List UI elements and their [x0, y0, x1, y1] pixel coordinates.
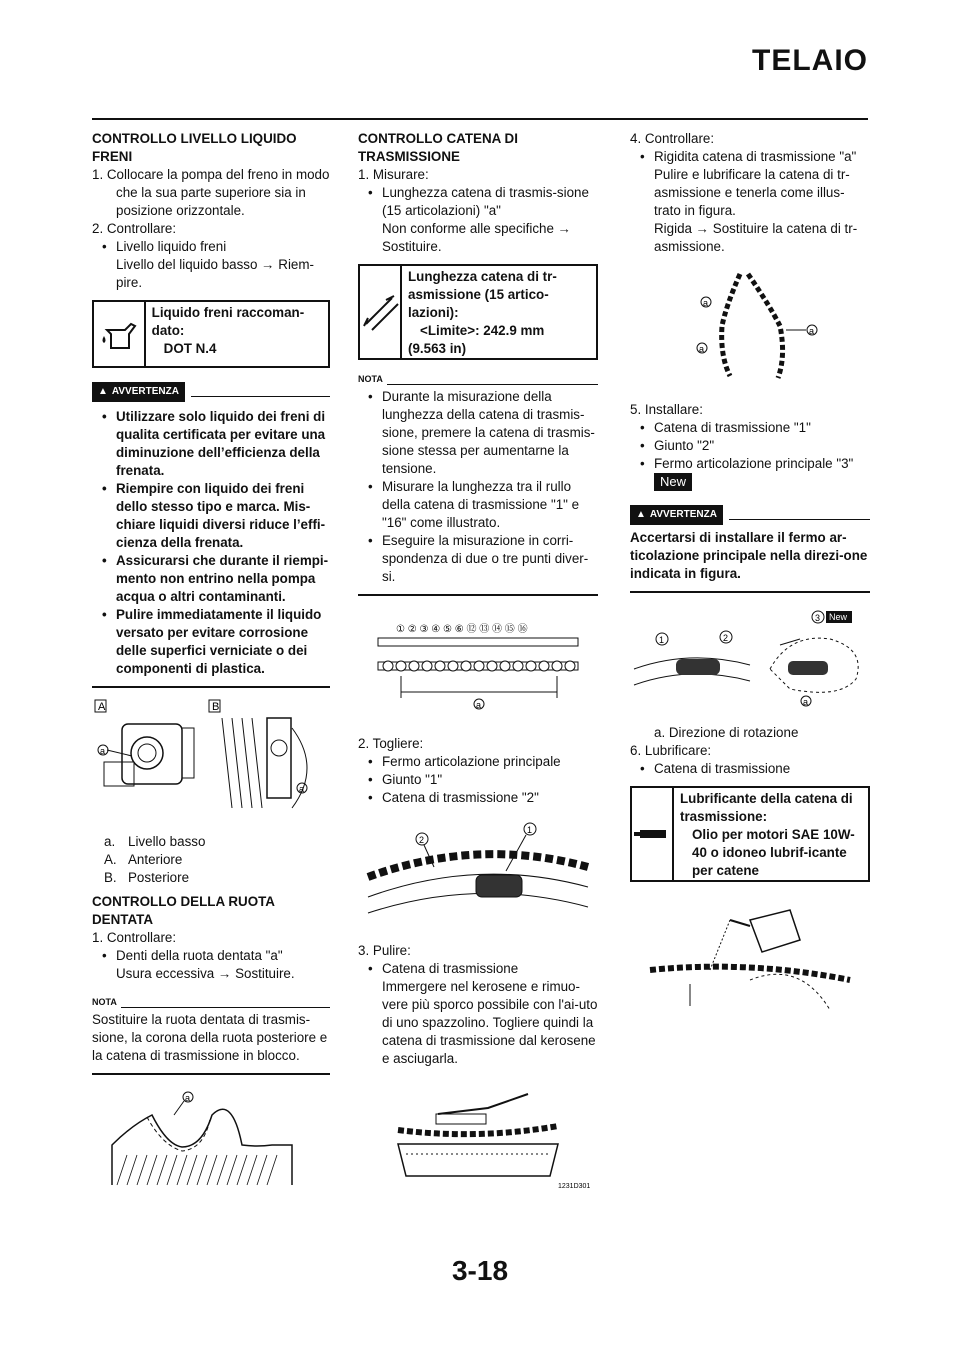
- bullet-text: Giunto "2": [654, 438, 715, 453]
- bullet-subtext: Pulire e lubrificare la catena di tr-asmissione e tenerla come illus-trato in figura.: [654, 167, 850, 218]
- oil-can-icon: [94, 302, 146, 366]
- header-rule: [92, 118, 868, 120]
- caliper-icon: [360, 266, 402, 358]
- svg-text:B: B: [212, 701, 220, 713]
- step-4: 4. Controllare:: [630, 131, 715, 146]
- bullet-item: • Catena di trasmissione "2": [368, 790, 539, 805]
- spec-label: Lunghezza catena di tr-asmissione (15 artico-lazioni):: [408, 269, 557, 320]
- bullet-item: • Giunto "2": [640, 438, 715, 453]
- spec-label: Lubrificante della catena di trasmissione:: [680, 791, 853, 824]
- figure-label-a-upper: A: [98, 701, 106, 713]
- column-3: [630, 130, 870, 1035]
- svg-text:2: 2: [723, 633, 729, 643]
- warning-text: Pulire immediatamente il liquido versato per evitare corrosione delle superfici verniciate o dei componenti di plastica.: [116, 607, 322, 676]
- step-3: 3. Pulire:: [358, 943, 411, 958]
- bullet-text: Livello liquido freni: [116, 239, 227, 254]
- svg-text:a: a: [100, 746, 106, 756]
- svg-text:1: 1: [527, 825, 533, 835]
- figure-chain-install: [630, 609, 870, 714]
- legend-value: Livello basso: [128, 834, 206, 849]
- warning-text: Accertarsi di installare il fermo ar-ticolazione principale nella direzi-one indicata in figura.: [630, 530, 868, 581]
- legend-key: a.: [104, 834, 116, 849]
- legend-item: [92, 833, 330, 851]
- bullet-item: • Fermo articolazione principale: [368, 754, 561, 769]
- legend-item: [92, 869, 330, 887]
- column-2: [358, 130, 598, 1209]
- svg-text:a: a: [803, 697, 809, 707]
- bullet-item: • Lunghezza catena di trasmis-sione (15 articolazioni) "a": [358, 184, 598, 220]
- note-label: NOTA: [358, 374, 383, 384]
- figure-sprocket-teeth: [92, 1085, 330, 1200]
- bullet-text: Rigidita catena di trasmissione "a": [654, 149, 857, 164]
- step-2: 2. Controllare:: [92, 221, 177, 236]
- figure-chain-stiffness: [630, 266, 870, 391]
- svg-text:2: 2: [419, 835, 425, 845]
- svg-text:a: a: [185, 1093, 191, 1103]
- bullet-subtext: Non conforme alle specifiche → Sostituire.: [382, 221, 572, 254]
- warning-text: Assicurarsi che durante il riempi-mento non entrino nella pompa acqua o altri contaminanti.: [116, 553, 329, 604]
- bullet-subtext: Immergere nel kerosene e rimuo-vere più sporco possibile con l'ai-uto di uno spazzolino. Togliere quindi la catena di trasmissione dal kerosene e asciugarla.: [382, 979, 598, 1066]
- step-1: 1. Collocare la pompa del freno in modo che la sua parte superiore sia in posizione orizzontale.: [92, 167, 330, 218]
- warning-text: Utilizzare solo liquido dei freni di qualita certificata per evitare una diminuzione dell’efficienza della frenata.: [116, 409, 326, 478]
- warning-label: AVVERTENZA: [111, 386, 179, 397]
- svg-text:a: a: [476, 700, 482, 710]
- page-title: TELAIO: [752, 44, 868, 77]
- spec-value-in: (9.563 in): [408, 341, 467, 356]
- legend-item: [92, 851, 330, 869]
- bullet-item: • Fermo articolazione principale "3": [640, 456, 854, 471]
- warning-badge: [92, 382, 185, 402]
- spec-box-chain-length: [358, 264, 598, 360]
- note-item: • Durante la misurazione della lunghezza della catena di trasmis-sione, premere la catena di trasmis-sione stessa per aumentarne la tensione.: [358, 388, 598, 478]
- section-title-chain: CONTROLLO CATENA DI TRASMISSIONE: [358, 131, 518, 164]
- figure-chain-lube: [630, 900, 870, 1025]
- warning-item: • Utilizzare solo liquido dei freni di qualita certificata per evitare una diminuzione dell’efficienza della frenata.: [92, 408, 330, 480]
- warning-icon: ▲: [636, 509, 646, 520]
- spec-value: DOT N.4: [163, 341, 217, 356]
- legend-value: Anteriore: [128, 852, 183, 867]
- svg-text:a: a: [699, 344, 705, 354]
- legend-key: A.: [104, 852, 117, 867]
- warning-header: [630, 505, 870, 525]
- bullet-text: Catena di trasmissione "2": [382, 790, 539, 805]
- bullet-subtext: Rigida → Sostituire la catena di tr-asmissione.: [654, 221, 858, 254]
- spec-limit: <Limite>: 242.9 mm: [420, 323, 545, 338]
- svg-text:① ② ③ ④ ⑤ ⑥ ⑫ ⑬ ⑭ ⑮ ⑯: ① ② ③ ④ ⑤ ⑥ ⑫ ⑬ ⑭ ⑮ ⑯: [396, 624, 528, 635]
- legend-key: B.: [104, 870, 117, 885]
- bullet-item: • Giunto "1": [368, 772, 443, 787]
- warning-label: AVVERTENZA: [649, 509, 717, 520]
- bullet-item: • Catena di trasmissione "1": [640, 420, 811, 435]
- bullet-subtext: Livello del liquido basso → Riem-pire.: [116, 257, 314, 290]
- figure-chain-remove: [358, 817, 598, 932]
- spec-label: Liquido freni raccoman-dato:: [151, 305, 305, 338]
- section-title-brake-fluid: CONTROLLO LIVELLO LIQUIDO FRENI: [92, 131, 297, 164]
- note-text: Misurare la lunghezza tra il rullo della catena di trasmissione "1" e "16" come illustrato.: [382, 479, 580, 530]
- bullet-item: • Rigidita catena di trasmissione "a": [640, 149, 857, 164]
- warning-header: [92, 382, 330, 402]
- warning-icon: ▲: [98, 386, 108, 397]
- figure-chain-clean: [358, 1084, 598, 1199]
- figure-legend: a. Direzione di rotazione: [654, 725, 799, 740]
- new-badge: New: [654, 473, 692, 491]
- warning-badge: [630, 505, 723, 525]
- svg-text:New: New: [829, 612, 848, 622]
- grease-gun-icon: [632, 788, 674, 880]
- warning-item: • Riempire con liquido dei freni dello stesso tipo e marca. Mis-chiare liquidi diversi riduce l’effi-cienza della frenata.: [92, 480, 330, 552]
- warning-text: Riempire con liquido dei freni dello stesso tipo e marca. Mis-chiare liquidi diversi riduce l’effi-cienza della frenata.: [116, 481, 326, 550]
- step-6: 6. Lubrificare:: [630, 743, 712, 758]
- figure-brake-fluid-level: [92, 698, 330, 823]
- step-5: 5. Installare:: [630, 402, 703, 417]
- legend-value: Posteriore: [128, 870, 190, 885]
- bullet-text: Giunto "1": [382, 772, 443, 787]
- figure-legend: [92, 833, 330, 887]
- bullet-item: • Catena di trasmissione: [640, 761, 791, 776]
- note-text: Sostituire la ruota dentata di trasmis-sione, la corona della ruota posteriore e la catena di trasmissione in blocco.: [92, 1012, 328, 1063]
- svg-text:a: a: [703, 298, 709, 308]
- bullet-item: • Denti della ruota dentata "a": [102, 948, 283, 963]
- svg-text:3: 3: [815, 613, 821, 623]
- note-item: • Eseguire la misurazione in corri-spondenza di due o tre punti diver-si.: [358, 532, 598, 586]
- note-label: NOTA: [92, 997, 117, 1007]
- svg-text:1231D301: 1231D301: [558, 1183, 591, 1190]
- note-item: • Misurare la lunghezza tra il rullo della catena di trasmissione "1" e "16" come illustrato.: [358, 478, 598, 532]
- svg-text:1: 1: [659, 635, 665, 645]
- section-title-sprocket: CONTROLLO DELLA RUOTA DENTATA: [92, 894, 275, 927]
- page-number: 3-18: [451, 1255, 509, 1286]
- bullet-text: Catena di trasmissione: [382, 961, 519, 976]
- bullet-item: • Catena di trasmissione: [368, 961, 519, 976]
- warning-item: • Pulire immediatamente il liquido versato per evitare corrosione delle superfici verniciate o dei componenti di plastica.: [92, 606, 330, 678]
- spec-box-chain-lube: [630, 786, 870, 882]
- bullet-text: Denti della ruota dentata "a": [116, 948, 283, 963]
- bullet-subtext: Usura eccessiva → Sostituire.: [116, 966, 295, 981]
- bullet-item: • Livello liquido freni: [102, 239, 227, 254]
- note-text: Durante la misurazione della lunghezza della catena di trasmis-sione, premere la catena di trasmis-sione stessa per aumentarne la tensione.: [382, 389, 595, 476]
- step-2: 2. Togliere:: [358, 736, 424, 751]
- warning-list: [92, 408, 330, 678]
- note-text: Eseguire la misurazione in corri-spondenza di due o tre punti diver-si.: [382, 533, 589, 584]
- bullet-text: Catena di trasmissione: [654, 761, 791, 776]
- bullet-text: Fermo articolazione principale "3": [654, 456, 854, 471]
- bullet-text: Lunghezza catena di trasmis-sione (15 articolazioni) "a": [382, 185, 589, 218]
- svg-text:a: a: [299, 784, 305, 794]
- spec-box-brake-fluid: [92, 300, 330, 368]
- svg-text:a: a: [809, 326, 815, 336]
- bullet-text: Fermo articolazione principale: [382, 754, 561, 769]
- column-1: [92, 130, 330, 1210]
- note-header: [92, 993, 330, 1011]
- bullet-text: Catena di trasmissione "1": [654, 420, 811, 435]
- warning-item: • Assicurarsi che durante il riempi-mento non entrino nella pompa acqua o altri contaminanti.: [102, 553, 329, 604]
- spec-value: Olio per motori SAE 10W-40 o idoneo lubrif-icante per catene: [692, 827, 855, 878]
- step-1: 1. Misurare:: [358, 167, 429, 182]
- step-1: 1. Controllare:: [92, 930, 177, 945]
- note-header: [358, 370, 598, 388]
- figure-chain-measure: [358, 620, 598, 725]
